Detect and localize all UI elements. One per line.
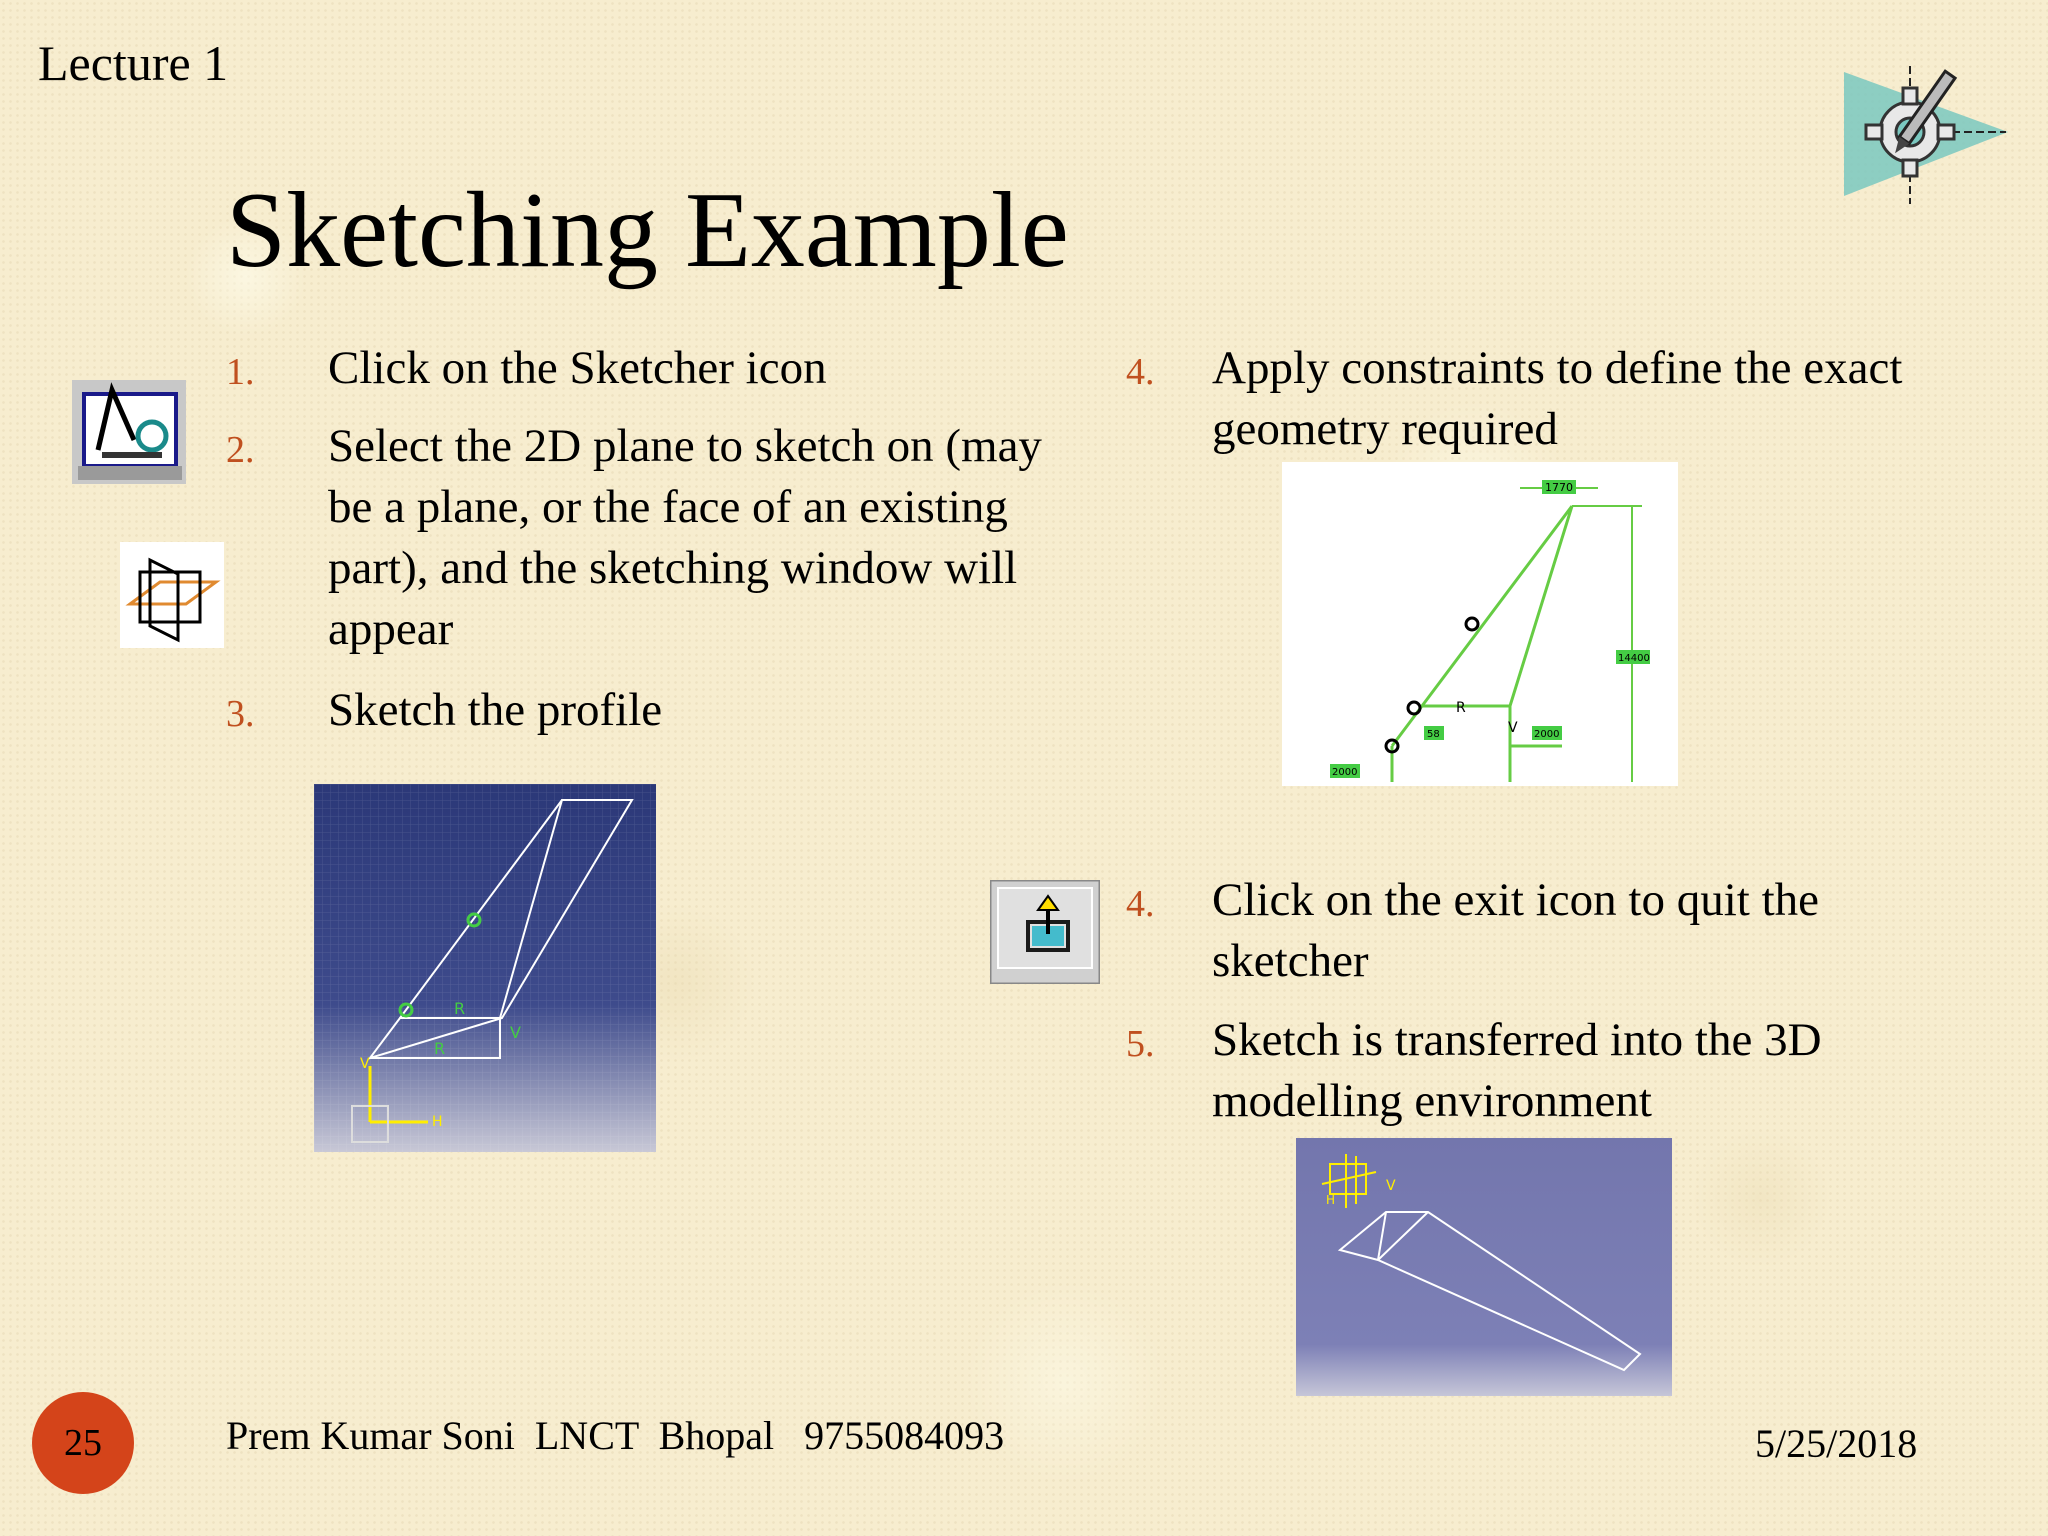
dimension-label: 2000	[1332, 767, 1358, 778]
step-number: 4.	[1126, 351, 1155, 393]
dimension-label: 2000	[1534, 729, 1560, 740]
svg-text:V: V	[1508, 720, 1518, 736]
sketcher-gear-pencil-icon	[1838, 60, 2018, 210]
svg-text:R: R	[434, 1039, 446, 1058]
step-number: 1.	[226, 351, 255, 393]
plane-icon	[120, 542, 224, 648]
step-text: Sketch the profile	[328, 684, 663, 736]
step-number: 5.	[1126, 1023, 1155, 1065]
dimension-label: 58	[1427, 729, 1440, 740]
dimension-label: 14400	[1618, 653, 1650, 664]
step-text: Click on the Sketcher icon	[328, 342, 827, 394]
step-text: Click on the exit icon to quit the sketcher	[1212, 874, 1819, 987]
step-number: 3.	[226, 693, 255, 735]
sketcher-icon	[72, 380, 186, 484]
svg-text:R: R	[1456, 700, 1466, 716]
slide-title: Sketching Example	[226, 171, 1069, 290]
svg-text:V: V	[1386, 1178, 1396, 1194]
step-text: Sketch is transferred into the 3D modelling environment	[1212, 1014, 1822, 1127]
svg-text:H: H	[1326, 1193, 1336, 1207]
constraint-figure	[1282, 462, 1678, 786]
exit-workbench-icon	[990, 880, 1100, 984]
lecture-label: Lecture 1	[38, 35, 229, 91]
page-number-badge: 25	[32, 1392, 134, 1494]
svg-text:V: V	[510, 1023, 521, 1042]
footer-author: Prem Kumar Soni LNCT Bhopal 9755084093	[226, 1413, 1005, 1458]
step-text: Select the 2D plane to sketch on (may be a plane, or the face of an existing part), and the sketching window will appear	[328, 420, 1042, 655]
sketch-profile-image	[314, 784, 656, 1152]
dimension-label: 1770	[1545, 481, 1573, 494]
svg-text:R: R	[454, 999, 466, 1018]
step-number: 2.	[226, 429, 255, 471]
svg-text:V: V	[360, 1056, 370, 1072]
footer-date: 5/25/2018	[1755, 1421, 1918, 1466]
step-text: Apply constraints to define the exact geometry required	[1212, 342, 1903, 455]
svg-text:H: H	[432, 1114, 443, 1130]
step-number: 4.	[1126, 883, 1155, 925]
3d-model-image	[1296, 1138, 1672, 1396]
